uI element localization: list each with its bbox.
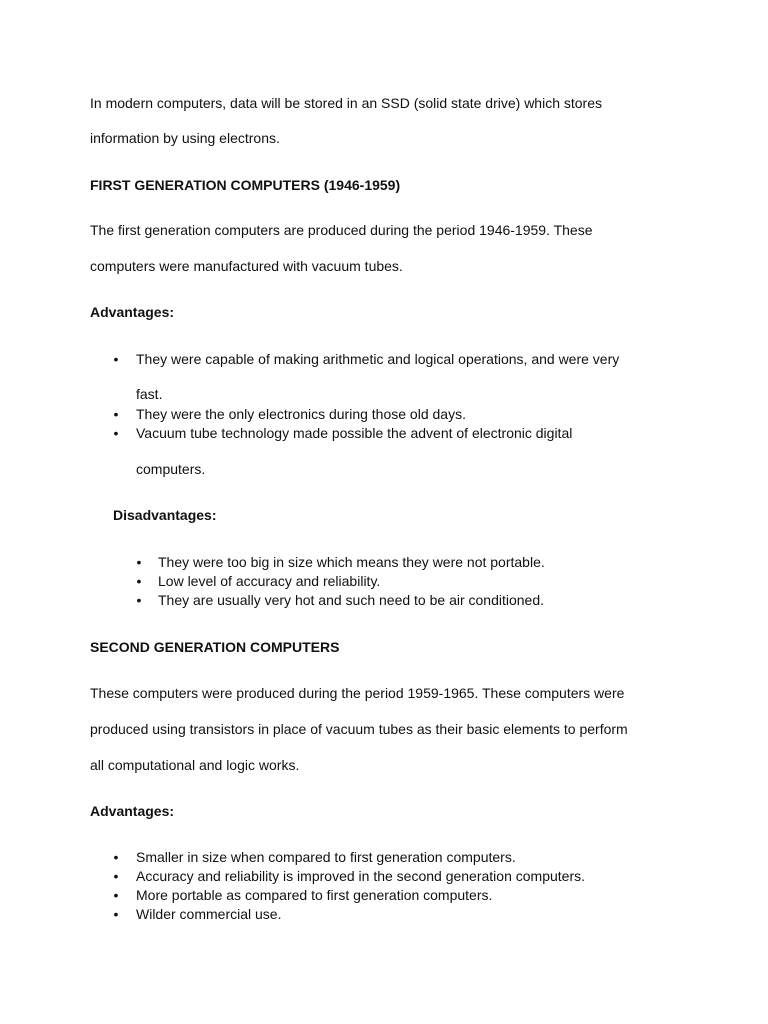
second-gen-advantage-1: Smaller in size when compared to first generation computers. [136,849,516,865]
bullet-icon: • [113,868,119,884]
second-gen-advantage-4: Wilder commercial use. [136,906,282,922]
bullet-icon: • [113,906,119,922]
intro-line-1: In modern computers, data will be stored in an SSD (solid state drive) which stores [90,95,603,111]
bullet-icon: • [136,554,142,570]
first-gen-disadvantage-3: They are usually very hot and such need to be air conditioned. [158,592,545,608]
first-gen-advantage-1: They were capable of making arithmetic and logical operations, and were very [136,351,620,367]
second-gen-advantages-label: Advantages: [90,803,175,819]
bullet-icon: • [136,573,142,589]
first-gen-advantage-2: They were the only electronics during those old days. [136,406,466,422]
first-gen-disadvantage-1: They were too big in size which means they were not portable. [158,554,545,570]
second-gen-paragraph-line-2: produced using transistors in place of vacuum tubes as their basic elements to perform [90,721,628,737]
second-gen-paragraph-line-3: all computational and logic works. [90,757,300,773]
bullet-icon: • [136,592,142,608]
first-gen-advantage-3-cont: computers. [136,461,206,477]
bullet-icon: • [113,887,119,903]
first-gen-paragraph-line-2: computers were manufactured with vacuum tubes. [90,258,403,274]
second-gen-paragraph-line-1: These computers were produced during the period 1959-1965. These computers were [90,685,625,701]
first-gen-paragraph-line-1: The first generation computers are produced during the period 1946-1959. These [90,222,593,238]
first-gen-advantage-1-cont: fast. [136,386,163,402]
bullet-icon: • [113,406,119,422]
first-gen-advantage-3: Vacuum tube technology made possible the advent of electronic digital [136,425,573,441]
first-gen-heading: FIRST GENERATION COMPUTERS (1946-1959) [90,177,401,193]
bullet-icon: • [113,425,119,441]
first-gen-advantages-label: Advantages: [90,304,175,320]
first-gen-disadvantages-label: Disadvantages: [113,507,217,523]
first-gen-disadvantage-2: Low level of accuracy and reliability. [158,573,381,589]
intro-line-2: information by using electrons. [90,130,280,146]
second-gen-heading: SECOND GENERATION COMPUTERS [90,639,340,655]
bullet-icon: • [113,351,119,367]
second-gen-advantage-3: More portable as compared to first generation computers. [136,887,493,903]
second-gen-advantage-2: Accuracy and reliability is improved in the second generation computers. [136,868,586,884]
bullet-icon: • [113,849,119,865]
